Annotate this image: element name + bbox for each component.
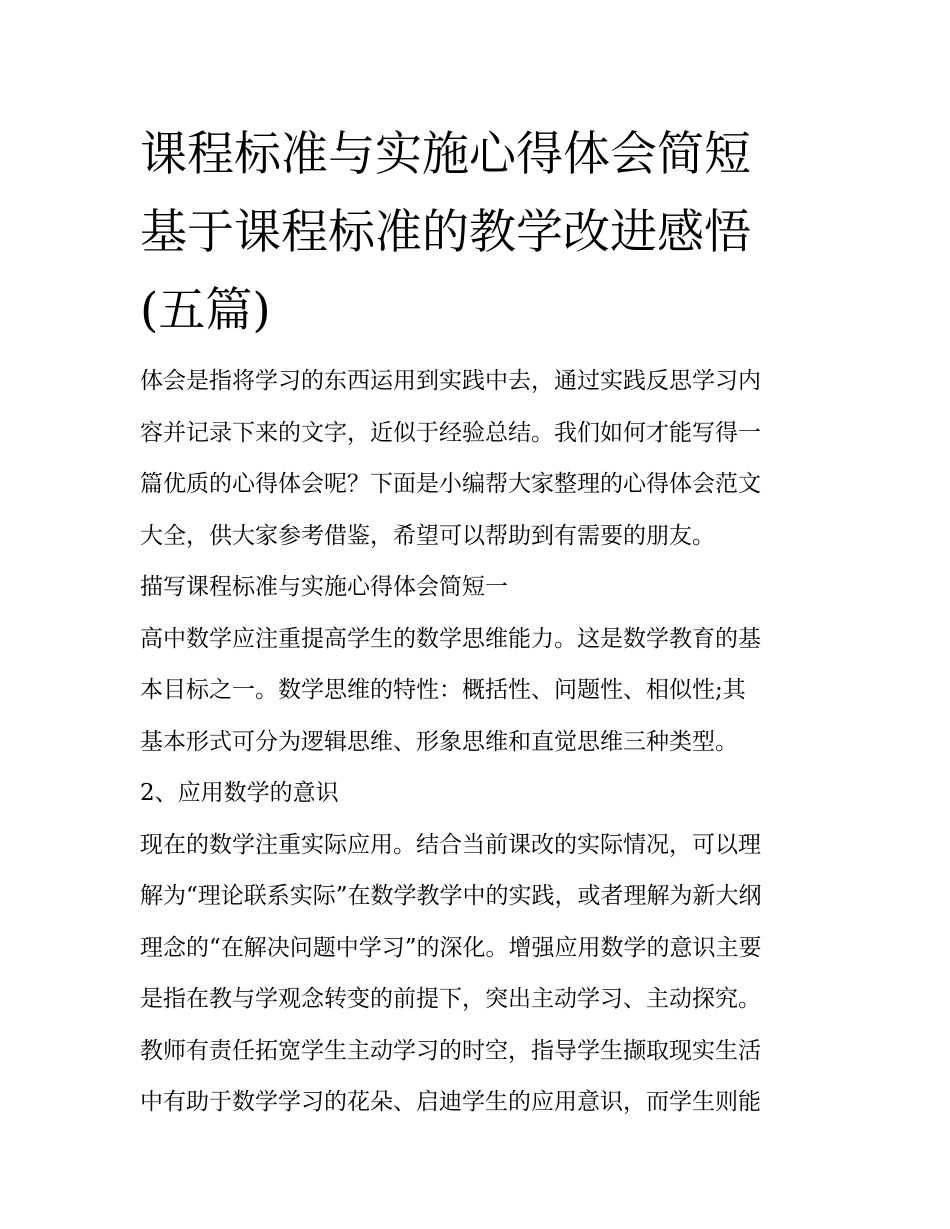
subsection-heading: 2、应用数学的意识 (140, 780, 339, 806)
title-line: 基于课程标准的教学改进感悟 (140, 205, 751, 260)
body-line: 基本形式可分为逻辑思维、形象思维和直觉思维三种类型。 (140, 728, 738, 755)
body-line: 本目标之一。数学思维的特性：概括性、问题性、相似性;其 (140, 677, 746, 703)
body-line: 理念的“在解决问题中学习”的深化。增强应用数学的意识主要 (140, 934, 762, 961)
title-line: 课程标准与实施心得体会简短 (140, 127, 751, 182)
body-line: 篇优质的心得体会呢？下面是小编帮大家整理的心得体会范文 (140, 471, 761, 497)
body-line: 教师有责任拓宽学生主动学习的时空，指导学生撷取现实生活 (140, 1037, 761, 1064)
body-line: 解为“理论联系实际”在数学教学中的实践，或者理解为新大纲 (140, 883, 762, 909)
document-body (140, 356, 830, 1129)
body-line: 现在的数学注重实际应用。结合当前课改的实际情况，可以理 (140, 831, 761, 858)
body-line: 中有助于数学学习的花朵、启迪学生的应用意识，而学生则能 (140, 1089, 761, 1115)
document-title (140, 116, 840, 350)
section-heading: 描写课程标准与实施心得体会简短一 (140, 574, 508, 600)
body-line: 是指在教与学观念转变的前提下，突出主动学习、主动探究。 (140, 986, 761, 1012)
body-line: 高中数学应注重提高学生的数学思维能力。这是数学教育的基 (140, 625, 761, 652)
title-line: (五篇) (140, 283, 271, 338)
body-line: 大全，供大家参考借鉴，希望可以帮助到有需要的朋友。 (140, 522, 715, 549)
body-line: 体会是指将学习的东西运用到实践中去，通过实践反思学习内 (140, 368, 761, 394)
body-line: 容并记录下来的文字，近似于经验总结。我们如何才能写得一 (140, 419, 761, 446)
